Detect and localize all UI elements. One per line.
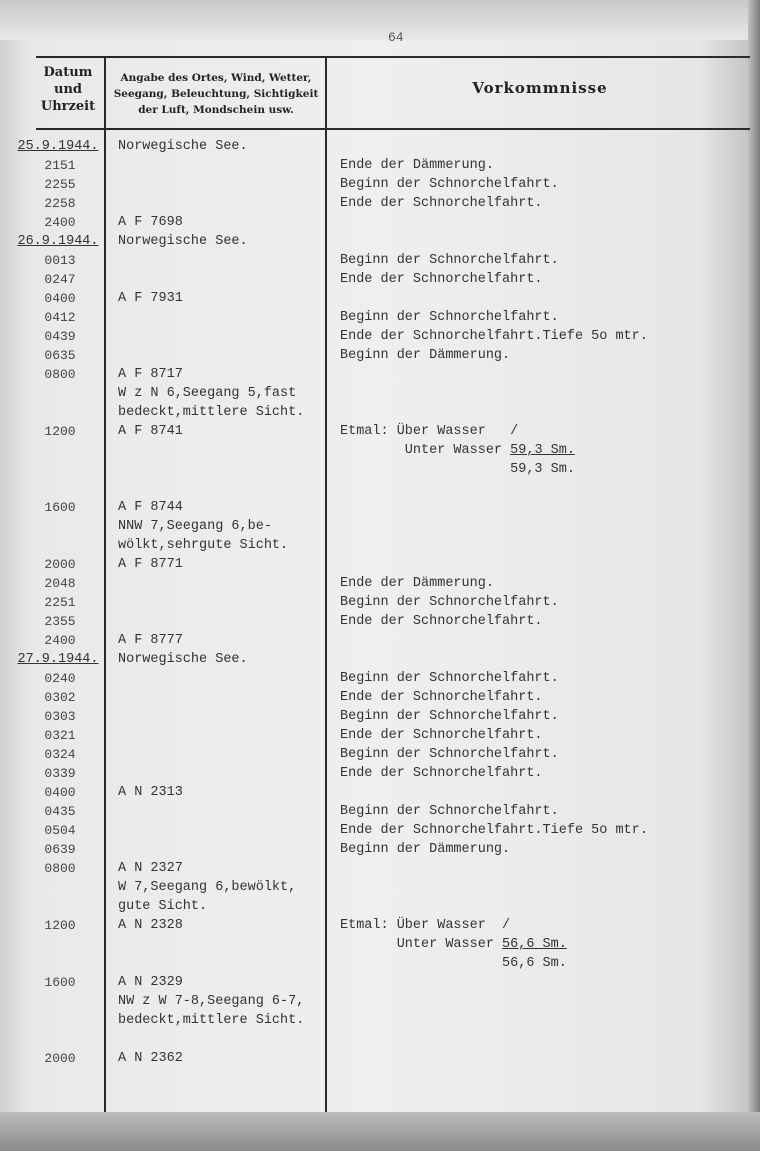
entry-event: Ende der Schnorchelfahrt. [340,196,543,211]
entry-time: 2251 [44,595,76,610]
table-row [0,177,760,196]
table-row [0,272,760,291]
entry-event: Etmal: Über Wasser / [340,918,511,933]
entry-time: 2255 [44,177,76,192]
entry-time: 0324 [44,747,76,762]
table-row [0,291,760,310]
table-row [0,747,760,766]
entry-location-weather: A N 2327 [118,861,183,876]
table-row [0,538,760,557]
entry-time: 2000 [44,557,76,572]
entry-event: Beginn der Schnorchelfahrt. [340,253,559,268]
table-row [0,500,760,519]
table-row [0,785,760,804]
table-row [0,1051,760,1070]
entry-event: Ende der Dämmerung. [340,576,494,591]
entry-location-weather: W z N 6,Seegang 5,fast [118,386,297,401]
entry-event: Ende der Schnorchelfahrt.Tiefe 5o mtr. [340,329,648,344]
entry-event: Ende der Schnorchelfahrt.Tiefe 5o mtr. [340,823,648,838]
entry-event: Ende der Schnorchelfahrt. [340,728,543,743]
table-row [0,253,760,272]
entry-location-weather: Norwegische See. [118,234,248,249]
entry-location-weather: bedeckt,mittlere Sicht. [118,1013,305,1028]
header-top-rule [36,56,750,58]
table-row [0,481,760,500]
entry-location-weather: A N 2313 [118,785,183,800]
entry-event: Beginn der Schnorchelfahrt. [340,310,559,325]
event-text: Unter Wasser [340,443,511,458]
table-row [0,614,760,633]
table-row [0,937,760,956]
table-row [0,918,760,937]
entry-location-weather: W 7,Seegang 6,bewölkt, [118,880,297,895]
entry-time: 0303 [44,709,76,724]
entry-date: 27.9.1944. [17,652,99,667]
header-date-time [36,64,100,115]
table-row [0,424,760,443]
entry-event: Etmal: Über Wasser / [340,424,519,439]
table-row [0,652,760,671]
table-row [0,367,760,386]
table-row [0,766,760,785]
entry-event: Beginn der Schnorchelfahrt. [340,747,559,762]
table-row [0,595,760,614]
entry-location-weather: A N 2329 [118,975,183,990]
entry-event: Beginn der Schnorchelfahrt. [340,177,559,192]
entry-event: 56,6 Sm. [340,956,567,971]
table-row [0,823,760,842]
entry-time: 1200 [44,424,76,439]
table-row [0,348,760,367]
table-row [0,386,760,405]
entry-location-weather: A F 8771 [118,557,183,572]
entry-time: 2400 [44,215,76,230]
entry-location-weather: NNW 7,Seegang 6,be- [118,519,272,534]
page-number: 64 [388,30,404,45]
entry-time: 0339 [44,766,76,781]
entry-time: 0635 [44,348,76,363]
table-row [0,158,760,177]
entry-location-weather: A F 7698 [118,215,183,230]
event-total-underlined: 59,3 Sm. [510,443,575,458]
header-location-line-3: der Luft, Mondschein usw. [138,104,294,116]
entry-time: 0247 [44,272,76,287]
entry-time: 1200 [44,918,76,933]
entry-location-weather: bedeckt,mittlere Sicht. [118,405,305,420]
table-row [0,329,760,348]
entry-time: 0013 [44,253,76,268]
entry-time: 2000 [44,1051,76,1066]
entry-time: 0800 [44,367,76,382]
entry-date: 26.9.1944. [17,234,99,249]
table-row [0,842,760,861]
entry-time: 0504 [44,823,76,838]
entry-time: 0439 [44,329,76,344]
table-row [0,728,760,747]
table-row [0,557,760,576]
table-row [0,690,760,709]
entry-time: 0412 [44,310,76,325]
table-row [0,519,760,538]
entry-location-weather: A F 8777 [118,633,183,648]
header-location-weather [110,70,322,118]
entry-location-weather: A F 8744 [118,500,183,515]
entry-location-weather: A F 8741 [118,424,183,439]
header-events: Vorkommnisse [472,79,608,97]
entry-event: Beginn der Schnorchelfahrt. [340,709,559,724]
entry-location-weather: NW z W 7-8,Seegang 6-7, [118,994,305,1009]
entry-time: 2258 [44,196,76,211]
header-bottom-rule [36,128,750,130]
entry-time: 2151 [44,158,76,173]
table-row [0,1032,760,1051]
table-row [0,671,760,690]
table-row [0,139,760,158]
entry-time: 1600 [44,975,76,990]
entry-location-weather: A F 8717 [118,367,183,382]
page-top-edge [0,0,760,40]
entry-event: Ende der Schnorchelfahrt. [340,614,543,629]
table-row [0,994,760,1013]
entry-event: Ende der Schnorchelfahrt. [340,272,543,287]
table-row [0,576,760,595]
header-date-line-1: Datum [43,65,93,80]
entry-time: 1600 [44,500,76,515]
entry-event: 59,3 Sm. [340,462,575,477]
entry-event: Beginn der Dämmerung. [340,842,511,857]
entry-location-weather: A N 2328 [118,918,183,933]
entry-location-weather: A N 2362 [118,1051,183,1066]
table-row [0,215,760,234]
page-bottom-shadow [0,1112,760,1151]
entry-time: 2355 [44,614,76,629]
entry-event [340,443,575,458]
table-row [0,310,760,329]
table-row [0,1013,760,1032]
table-row [0,861,760,880]
entry-event: Beginn der Schnorchelfahrt. [340,804,559,819]
entry-time: 0800 [44,861,76,876]
entry-time: 0435 [44,804,76,819]
entry-location-weather: Norwegische See. [118,139,248,154]
entry-event: Beginn der Schnorchelfahrt. [340,595,559,610]
entry-event: Beginn der Dämmerung. [340,348,511,363]
entry-time: 0240 [44,671,76,686]
header-date-line-3: Uhrzeit [40,99,96,114]
table-row [0,405,760,424]
event-total-underlined: 56,6 Sm. [502,937,567,952]
entry-event: Ende der Schnorchelfahrt. [340,766,543,781]
entry-location-weather: gute Sicht. [118,899,208,914]
entry-location-weather: A F 7931 [118,291,183,306]
table-row [0,975,760,994]
entry-event: Ende der Dämmerung. [340,158,494,173]
table-row [0,443,760,462]
entry-event: Ende der Schnorchelfahrt. [340,690,543,705]
table-row [0,633,760,652]
entry-time: 0302 [44,690,76,705]
entry-date: 25.9.1944. [17,139,99,154]
entry-time: 0639 [44,842,76,857]
entry-location-weather: wölkt,sehrgute Sicht. [118,538,289,553]
entry-event [340,937,567,952]
entry-event: Beginn der Schnorchelfahrt. [340,671,559,686]
table-row [0,709,760,728]
entry-time: 2048 [44,576,76,591]
table-row [0,234,760,253]
table-row [0,880,760,899]
header-date-line-2: und [54,82,82,97]
table-row [0,196,760,215]
table-row [0,899,760,918]
header-location-line-2: Seegang, Beleuchtung, Sichtigkeit [113,88,319,100]
table-row [0,956,760,975]
entry-time: 2400 [44,633,76,648]
table-row [0,462,760,481]
table-row [0,804,760,823]
entry-time: 0400 [44,785,76,800]
event-text: Unter Wasser [340,937,503,952]
entry-time: 0400 [44,291,76,306]
entry-location-weather: Norwegische See. [118,652,248,667]
entry-time: 0321 [44,728,76,743]
header-location-line-1: Angabe des Ortes, Wind, Wetter, [120,72,312,84]
